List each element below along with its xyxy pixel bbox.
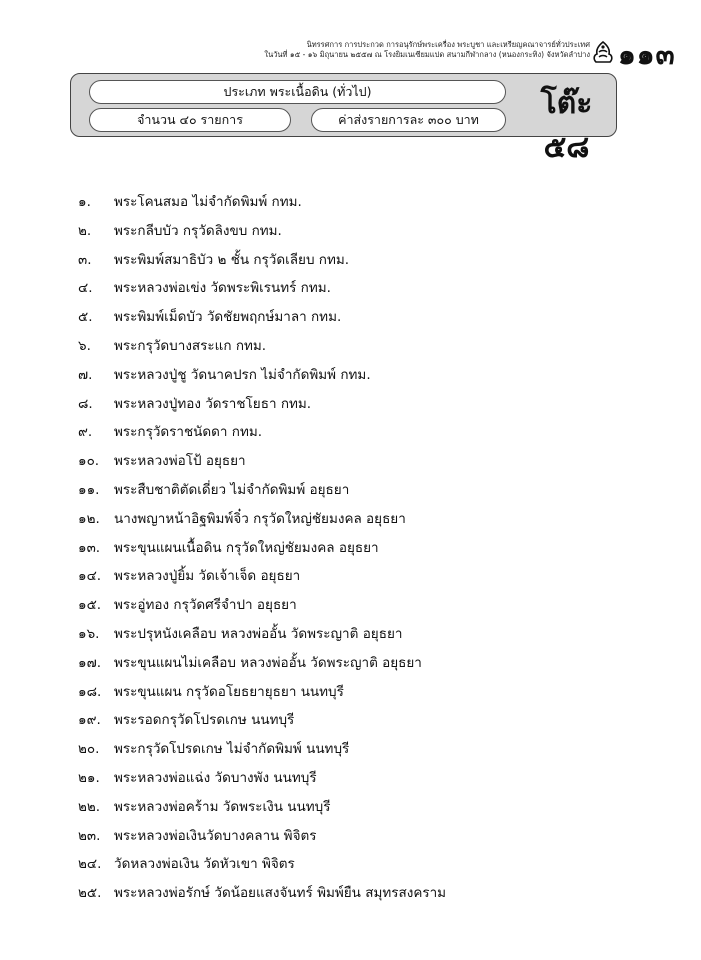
item-text: พระปรุหนังเคลือบ หลวงพ่ออั้น วัดพระญาติ อยุธยา	[114, 625, 403, 642]
event-header-text	[250, 40, 590, 60]
item-text: พระหลวงพ่อเงินวัดบางคลาน พิจิตร	[114, 827, 317, 844]
item-number: ๑๕.	[78, 597, 102, 614]
list-item	[78, 303, 678, 332]
item-number: ๑๐.	[78, 453, 100, 470]
page-number: ๑๑๓	[618, 38, 676, 71]
list-item	[78, 246, 678, 275]
item-text: พระขุนแผน กรุวัดอโยธยายุธยา นนทบุรี	[114, 683, 344, 700]
item-text: พระพิมพ์สมาธิบัว ๒ ชั้น กรุวัดเลียบ กทม.	[114, 251, 350, 268]
item-number: ๑๖.	[78, 625, 100, 642]
list-item	[78, 879, 678, 908]
item-text: พระกรุวัดราชนัดดา กทม.	[114, 424, 263, 441]
item-number: ๒๑.	[78, 769, 100, 786]
item-number: ๖.	[78, 337, 91, 354]
item-count: จำนวน ๔๐ รายการ	[89, 108, 291, 132]
item-text: พระกรุวัดโปรดเกษ ไม่จำกัดพิมพ์ นนทบุรี	[114, 741, 350, 758]
list-item	[78, 361, 678, 390]
item-number: ๑๙.	[78, 712, 101, 729]
list-item	[78, 822, 678, 851]
list-item	[78, 562, 678, 591]
item-text: พระอู่ทอง กรุวัดศรีจำปา อยุธยา	[114, 597, 297, 614]
table-number: โต๊ะ ๕๘	[540, 86, 593, 165]
list-item	[78, 706, 678, 735]
list-item	[78, 217, 678, 246]
item-number: ๕.	[78, 309, 93, 326]
item-text: พระหลวงพ่อโป้ อยุธยา	[114, 453, 246, 470]
list-item	[78, 678, 678, 707]
item-number: ๑๘.	[78, 683, 102, 700]
item-number: ๒.	[78, 222, 92, 239]
entry-fee: ค่าส่งรายการละ ๓๐๐ บาท	[311, 108, 506, 132]
item-text: พระหลวงปู่ยิ้ม วัดเจ้าเจ็ด อยุธยา	[114, 568, 301, 585]
category-title: ประเภท พระเนื้อดิน (ทั่วไป)	[89, 80, 506, 104]
item-text: พระโคนสมอ ไม่จำกัดพิมพ์ กทม.	[114, 194, 302, 210]
item-number: ๒๒.	[78, 798, 101, 815]
list-item	[78, 764, 678, 793]
item-number: ๒๔.	[78, 856, 102, 873]
item-text: พระพิมพ์เม็ดบัว วัดชัยพฤกษ์มาลา กทม.	[114, 309, 342, 326]
list-item	[78, 188, 678, 217]
item-text: พระหลวงปู่ทอง วัดราชโยธา กทม.	[114, 395, 312, 412]
item-number: ๑๔.	[78, 568, 102, 585]
item-text: พระกรุวัดบางสระแก กทม.	[114, 337, 267, 354]
item-text: พระหลวงปู่ชู วัดนาคปรก ไม่จำกัดพิมพ์ กทม.	[114, 366, 371, 383]
category-header-box	[70, 73, 617, 165]
list-item	[78, 274, 678, 303]
item-number: ๗.	[78, 366, 93, 383]
item-text: พระขุนแผนไม่เคลือบ หลวงพ่ออั้น วัดพระญาติ อยุธยา	[114, 654, 422, 671]
amulet-list	[78, 188, 678, 908]
list-item	[78, 735, 678, 764]
item-number: ๑๓.	[78, 539, 101, 556]
item-text: นางพญาหน้าอิฐพิมพ์จิ๋ว กรุวัดใหญ่ชัยมงคล อยุธยา	[114, 510, 406, 527]
list-item	[78, 591, 678, 620]
list-item	[78, 476, 678, 505]
list-item	[78, 534, 678, 563]
item-number: ๔.	[78, 280, 93, 297]
event-title-line: นิทรรศการ การประกวด การอนุรักษ์พระเครื่อง พระบูชา และเหรียญคณาจารย์ทั่วประเทศ	[306, 40, 590, 49]
list-item	[78, 447, 678, 476]
item-number: ๑๒.	[78, 510, 100, 527]
item-number: ๑.	[78, 194, 91, 210]
item-number: ๒๐.	[78, 741, 100, 758]
item-text: พระสืบชาติตัดเดี่ยว ไม่จำกัดพิมพ์ อยุธยา	[114, 481, 350, 498]
list-item	[78, 620, 678, 649]
item-text: พระขุนแผนเนื้อดิน กรุวัดใหญ่ชัยมงคล อยุธยา	[114, 539, 379, 556]
item-text: พระหลวงพ่อแฉ่ง วัดบางพัง นนทบุรี	[114, 769, 317, 786]
item-number: ๑๗.	[78, 654, 102, 671]
list-item	[78, 505, 678, 534]
thai-emblem-icon	[590, 40, 616, 66]
item-text: พระหลวงพ่อเข่ง วัดพระพิเรนทร์ กทม.	[114, 280, 331, 297]
item-number: ๒๓.	[78, 827, 101, 844]
list-item	[78, 793, 678, 822]
event-date-venue-line: ในวันที่ ๑๕ - ๑๖ มิถุนายน ๒๕๕๗ ณ โรงยิมเนเซียมแปด สนามกีฬากลาง (หนองกระทิง) จังหวัดลำปาง	[264, 50, 590, 59]
item-number: ๘.	[78, 395, 93, 412]
item-text: พระกลีบบัว กรุวัดลิงขบ กทม.	[114, 222, 282, 239]
list-item	[78, 390, 678, 419]
item-number: ๑๑.	[78, 481, 100, 498]
item-number: ๙.	[78, 424, 93, 441]
item-text: วัดหลวงพ่อเงิน วัดหัวเขา พิจิตร	[114, 856, 295, 873]
item-number: ๒๕.	[78, 885, 102, 902]
item-text: พระหลวงพ่อรักษ์ วัดน้อยแสงจันทร์ พิมพ์ยืน สมุทรสงคราม	[114, 885, 447, 902]
list-item	[78, 418, 678, 447]
list-item	[78, 332, 678, 361]
item-number: ๓.	[78, 251, 92, 268]
list-item	[78, 649, 678, 678]
list-item	[78, 850, 678, 879]
item-text: พระหลวงพ่อคร้าม วัดพระเงิน นนทบุรี	[114, 798, 331, 815]
item-text: พระรอดกรุวัดโปรดเกษ นนทบุรี	[114, 712, 295, 729]
